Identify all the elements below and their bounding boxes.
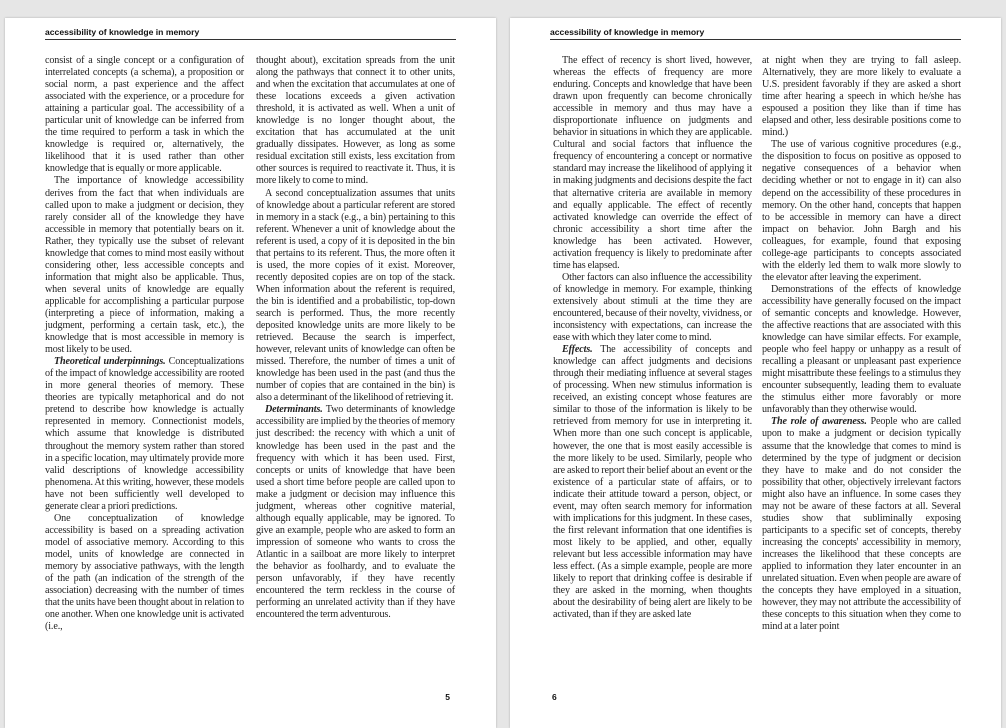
paragraph-text: The importance of knowledge accessibility derives from the fact that when individuals are called upon to make a judgment or decision, they rarely consider all of the knowledge they have accessible in memory that potentially bears on it. Rather, they typically use the subset of relevant knowledge that comes to mind most easily without considering other, less accessible concepts and information that might also be applicable. Thus, when several units of knowledge are equally applicable for accomplishing a particular purpose (interpreting a piece of information, making a judgment, performing a certain task, etc.), the knowledge that is most accessible in memory is most likely to be used. bbox=[45, 175, 244, 356]
paragraph-text: Demonstrations of the effects of knowledge accessibility have generally focused on the impact of semantic concepts and knowledge. However, the affective reactions that are associated with this knowledge can have similar effects. For example, people who feel happy or unhappy as a result of recalling a pleasant or unpleasant past experience might misattribute these feelings to a stimulus they encounter subsequently, leading them to evaluate the stimulus either more favorably or more unfavorably than they otherwise would. bbox=[762, 283, 961, 416]
page-number: 5 bbox=[445, 692, 450, 702]
paragraph-text: Two determinants of knowledge accessibility are implied by the theories of memory just described: the recency with which a unit of knowledge has been used in the past and the frequency with which it has been used. First, concepts or units of knowledge that have been used a short time before people are called upon to make a judgment or decision may influence this judgment, whereas other cognitive material, although equally applicable, may be ignored. To give an example, people who are asked to form an impression of someone who wants to cross the Atlantic in a sailboat are more likely to interpret the behavior as foolhardy, and to evaluate the person unfavorably, if they have recently encountered the term reckless in the course of performing an unrelated activity than if they have encountered the term adventurous. bbox=[256, 404, 455, 621]
paragraph-text: thought about), excitation spreads from the unit along the pathways that connect it to other units, and when the excitation that accumulates at one of these locations exceeds a given activation threshold, it is activated as well. When a unit of knowledge is no longer thought about, the excitation that has accumulated at the unit gradually dissipates. However, as long as some residual excitation still exists, less excitation from other sources is required to reactivate it. Thus, it is more likely to come to mind. bbox=[256, 55, 455, 187]
paragraph bbox=[762, 55, 961, 139]
page-number: 6 bbox=[552, 692, 557, 702]
paragraph-text: Other factors can also influence the accessibility of knowledge in memory. For example, thinking extensively about stimuli at the time they are encountered, because of their novelty, vividness, or inconsistency with expectations, can increase the ease with which they later come to mind. bbox=[553, 271, 752, 344]
paragraph bbox=[256, 55, 455, 188]
paragraph-text: A second conceptualization assumes that units of knowledge about a particular referent are stored in memory in a stack (e.g., a bin) pertaining to this referent. Whenever a unit of knowledge about the referent is used, a copy of it is deposited in the bin that pertains to its referent. Thus, the more often it is used, the more copies of it exist. Moreover, recently deposited copies are on top of the stack. When information about the referent is required, the bin is identified and a probabilistic, top-down search is performed. Thus, the more recently deposited knowledge units are more likely to be retrieved. Because the search is imperfect, however, relevant units of knowledge can often be missed. Therefore, the number of times a unit of knowledge has been used in the past (and thus the number of copies that are contained in the bin) is also a determinant of the likelihood of retrieving it. bbox=[256, 187, 455, 404]
run-in-heading: Determinants. bbox=[265, 404, 323, 416]
paragraph bbox=[256, 188, 455, 405]
paragraph bbox=[45, 513, 244, 633]
paragraph-text: The accessibility of concepts and knowledge can affect judgments and decisions through their mediating influence at several stages of processing. When new stimulus information is received, an existing concept whose features are similar to those of the information is likely to be retrieved from memory for use in interpreting it. When more than one such concept is applicable, however, the one that is most easily accessible is the more likely to be used. Similarly, people who are asked to report their belief about an event or the existence of a particular state of affairs, or to indicate their attitude toward a person, object, or event, may often search memory for information with implications for this judgment. In these cases, the first relevant information that one identifies is most likely to be applied, and other, equally relevant but less accessible information may have less effect. (As a simple example, people are more likely to report that drinking coffee is desirable if they are asked in the morning, when thoughts about the desirability of being alert are likely to be activated, than if they are asked late bbox=[553, 344, 752, 621]
run-in-heading: The role of awareness. bbox=[771, 416, 867, 428]
paragraph bbox=[45, 55, 244, 175]
paragraph-text: Conceptualizations of the impact of knowledge accessibility are rooted in more general theories of memory. These theories are typically metaphorical and do not pretend to describe how knowledge is actually represented in memory. Connectionist models, which assume that knowledge is distributed throughout the memory system rather than stored in a specific location, may ultimately provide more valid descriptions of knowledge accessibility phenomena. At this writing, however, these models have not been sufficiently well developed to generate clear a priori predictions. bbox=[45, 356, 244, 512]
paragraph bbox=[762, 139, 961, 284]
paragraph-text: One conceptualization of knowledge accessibility is based on a spreading activation model of associative memory. According to this model, units of knowledge are connected in memory by associative pathways, with the length of the path (an indication of the strength of the association) decreasing with the number of times that the units have been thought about in relation to one another. When one knowledge unit is activated (i.e., bbox=[45, 512, 244, 633]
paragraph bbox=[762, 416, 961, 633]
right-page bbox=[510, 18, 1001, 728]
paragraph-text: The use of various cognitive procedures (e.g., the disposition to focus on positive as opposed to negative consequences of a behavior when deciding whether or not to engage in it) can also depend on the accessibility of these procedures in memory. On the other hand, concepts that happen to be accessible in memory can have a direct impact on behavior. John Bargh and his colleagues, for example, found that exposing college-age participants to concepts associated with the elderly led them to walk more slowly to the elevator after leaving the experiment. bbox=[762, 139, 961, 283]
text-column-left bbox=[553, 55, 752, 621]
paragraph bbox=[45, 356, 244, 513]
text-column-right bbox=[256, 55, 455, 621]
paragraph bbox=[256, 404, 455, 621]
paragraph bbox=[553, 55, 752, 272]
paragraph bbox=[762, 284, 961, 417]
left-page bbox=[5, 18, 496, 728]
paragraph-text: consist of a single concept or a configuration of interrelated concepts (a schema), a proposition or social norm, a past experience and the affect associated with the experience, or a procedure for attaining a particular goal. The accessibility of a particular unit of knowledge can be inferred from the time required to perform a task in which the knowledge is required or, alternatively, the likelihood that it is used rather than other knowledge that is equally or more applicable. bbox=[45, 55, 244, 175]
paragraph-text: at night when they are trying to fall asleep. Alternatively, they are more likely to evaluate a U.S. president favorably if they are asked a short time after hearing a speech in which he/she has espoused a position they like than if time has elapsed and other, less desirable positions come to mind.) bbox=[762, 55, 961, 139]
paragraph-text: The effect of recency is short lived, however, whereas the effects of frequency are more enduring. Concepts and knowledge that have been drawn upon frequently can become chronically accessible in memory and thus may have a disproportionate influence on judgments and behavior in situations in which they are applicable. Cultural and social factors that influence the frequency of encountering a concept or normative standard may increase the likelihood of applying it in making judgments and decisions despite the fact that alternative criteria are available in memory and equally applicable. The effect of recently activated knowledge can override the effect of chronic accessibility a short time after the knowledge has been activated. However, activation frequency is likely to predominate after time has elapsed. bbox=[553, 55, 752, 271]
run-in-heading: Theoretical underpinnings. bbox=[54, 356, 166, 368]
text-column-left bbox=[45, 55, 244, 633]
running-header: accessibility of knowledge in memory bbox=[550, 27, 961, 40]
text-column-right bbox=[762, 55, 961, 633]
running-header: accessibility of knowledge in memory bbox=[45, 27, 456, 40]
paragraph-text: People who are called upon to make a judgment or decision typically assume that the knowledge that comes to mind is determined by the type of judgment or decision they have to make and do not consider the possibility that other, objectively irrelevant factors might also have an influence. In some cases they may not be aware of these factors at all. Several studies show that subliminally exposing participants to a specific set of concepts, thereby increasing the concepts' accessibility in memory, increases the likelihood that these concepts are applied to information they later encounter in an unrelated situation. Even when people are aware of the concepts they have employed in a situation, however, they may not attribute the accessibility of these concepts to this situation when they come to mind at a later point bbox=[762, 416, 961, 633]
paragraph bbox=[45, 175, 244, 356]
paragraph bbox=[553, 272, 752, 344]
run-in-heading: Effects. bbox=[562, 344, 593, 356]
paragraph bbox=[553, 344, 752, 621]
